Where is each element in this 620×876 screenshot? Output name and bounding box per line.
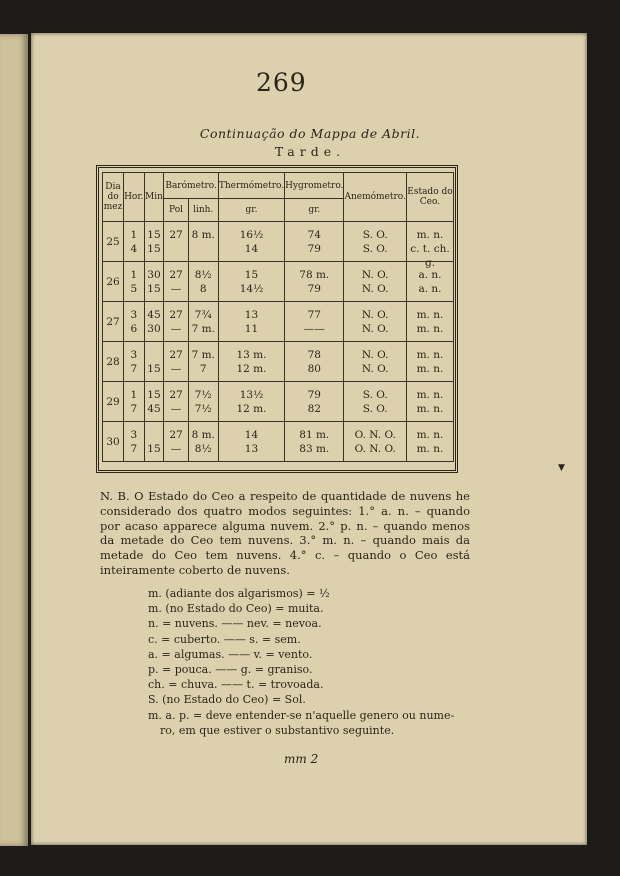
cell-min-line: 45 bbox=[147, 402, 161, 415]
cell-linh-line: 8 m. bbox=[191, 228, 215, 241]
cell-linh-line: 7 m. bbox=[191, 348, 215, 361]
cell-linh-line: 8 m. bbox=[191, 428, 215, 441]
table-row bbox=[103, 262, 454, 302]
header-thermo-unit: gr. bbox=[218, 199, 284, 222]
cell-hygro-line: 79 bbox=[307, 282, 321, 295]
cell-min bbox=[144, 382, 164, 422]
cell-pol-line: — bbox=[170, 442, 182, 455]
cell-linh bbox=[188, 302, 218, 342]
cell-hygro-line: 78 bbox=[307, 348, 321, 361]
cell-hygro bbox=[285, 302, 344, 342]
cell-pol-line: 27 bbox=[169, 348, 183, 361]
cell-hygro-line: 78 m. bbox=[299, 268, 330, 281]
cell-hygro bbox=[285, 422, 344, 462]
cell-min bbox=[144, 302, 164, 342]
cell-hor-line: 3 bbox=[130, 348, 138, 361]
cell-pol bbox=[164, 422, 188, 462]
cell-estado-line: a. n. bbox=[418, 268, 442, 281]
legend-line: m. (adiante dos algarismos) = ½ bbox=[148, 587, 330, 600]
cell-hygro-line: 77 bbox=[307, 308, 321, 321]
cell-hygro bbox=[285, 382, 344, 422]
cell-hygro-line: 79 bbox=[307, 242, 321, 255]
cell-min bbox=[144, 342, 164, 382]
cell-pol-line: 27 bbox=[169, 388, 183, 401]
cell-thermo-line: 12 m. bbox=[236, 362, 267, 375]
header-estado: Estado do Ceo. bbox=[406, 173, 453, 222]
cell-thermo-line: 11 bbox=[244, 322, 259, 335]
cell-min-line: 15 bbox=[147, 442, 161, 455]
cell-thermo-line: 12 m. bbox=[236, 402, 267, 415]
cell-estado-line: m. n. bbox=[416, 348, 444, 361]
cell-anemo bbox=[344, 382, 406, 422]
cell-min-line bbox=[145, 428, 164, 442]
header-pol: Pol bbox=[164, 199, 188, 222]
cell-dia: 29 bbox=[103, 382, 124, 422]
cell-estado bbox=[406, 302, 453, 342]
header-linh: linh. bbox=[188, 199, 218, 222]
cell-hor bbox=[124, 262, 144, 302]
header-min: Min bbox=[144, 173, 164, 222]
cell-min-line: 15 bbox=[147, 242, 161, 255]
cell-pol-line bbox=[164, 242, 187, 256]
margin-mark: ▼ bbox=[558, 463, 565, 473]
cell-hor-line: 6 bbox=[130, 322, 138, 335]
cell-hor bbox=[124, 342, 144, 382]
cell-min bbox=[144, 222, 164, 262]
subheading: Tarde. bbox=[274, 144, 346, 159]
cell-anemo bbox=[344, 222, 406, 262]
heading: Continuação do Mappa de Abril. bbox=[199, 126, 421, 141]
cell-anemo bbox=[344, 302, 406, 342]
cell-estado-line: m. n. bbox=[416, 428, 444, 441]
cell-hygro-line: 80 bbox=[307, 362, 321, 375]
cell-anemo bbox=[344, 422, 406, 462]
legend-line: ro, em que estiver o substantivo seguinte. bbox=[160, 723, 395, 737]
header-hygrometro: Hygrometro. bbox=[285, 173, 344, 199]
cell-anemo-line: S. O. bbox=[362, 388, 388, 401]
legend-line: p. = pouca. —— g. = graniso. bbox=[148, 663, 313, 677]
header-hor: Hor. bbox=[124, 173, 144, 222]
cell-anemo-line: N. O. bbox=[361, 268, 389, 281]
cell-anemo-line: O. N. O. bbox=[354, 428, 396, 441]
page-number: 269 bbox=[256, 68, 307, 97]
cell-min bbox=[144, 262, 164, 302]
cell-hygro bbox=[285, 262, 344, 302]
cell-linh-line: 7 m. bbox=[191, 322, 215, 335]
cell-dia: 28 bbox=[103, 342, 124, 382]
cell-min-line: 15 bbox=[147, 228, 161, 241]
cell-dia: 30 bbox=[103, 422, 124, 462]
cell-thermo-line: 13 bbox=[244, 308, 259, 321]
cell-hygro-line: 74 bbox=[307, 228, 321, 241]
cell-hor-line: 4 bbox=[130, 242, 138, 255]
cell-hygro bbox=[285, 342, 344, 382]
cell-pol-line: — bbox=[170, 402, 182, 415]
cell-linh-line: 7½ bbox=[194, 388, 212, 401]
cell-thermo-line: 14 bbox=[244, 242, 259, 255]
cell-dia: 27 bbox=[103, 302, 124, 342]
cell-estado-line: m. n. bbox=[416, 388, 444, 401]
cell-thermo bbox=[218, 302, 284, 342]
table-row bbox=[103, 222, 454, 262]
cell-anemo-line: N. O. bbox=[361, 362, 389, 375]
legend-line: c. = cuberto. —— s. = sem. bbox=[148, 632, 301, 646]
cell-linh-line bbox=[189, 242, 218, 256]
cell-anemo-line: O. N. O. bbox=[354, 442, 396, 455]
cell-hor-line: 7 bbox=[130, 402, 138, 415]
cell-thermo-line: 13 bbox=[244, 442, 259, 455]
cell-linh-line: 8½ bbox=[194, 442, 212, 455]
cell-hygro-line: 79 bbox=[307, 388, 321, 401]
cell-estado-line: m. n. bbox=[416, 228, 444, 241]
cell-min bbox=[144, 422, 164, 462]
legend-line: m. a. p. = deve entender-se n'aquelle genero ou nume- bbox=[148, 708, 455, 722]
cell-thermo-line: 15 bbox=[244, 268, 259, 281]
cell-thermo-line: 13 m. bbox=[236, 348, 267, 361]
cell-pol-line: 27 bbox=[169, 268, 183, 281]
cell-pol bbox=[164, 342, 188, 382]
cell-estado bbox=[406, 422, 453, 462]
header-dia: Dia do mez bbox=[103, 173, 124, 222]
signature-mark: mm 2 bbox=[284, 752, 319, 766]
cell-estado-line: m. n. bbox=[416, 308, 444, 321]
table-row bbox=[103, 302, 454, 342]
cell-min-line: 45 bbox=[147, 308, 161, 321]
cell-linh bbox=[188, 382, 218, 422]
cell-pol bbox=[164, 302, 188, 342]
cell-thermo bbox=[218, 222, 284, 262]
cell-hygro-line: 82 bbox=[307, 402, 321, 415]
cell-hor bbox=[124, 422, 144, 462]
cell-anemo-line: N. O. bbox=[361, 348, 389, 361]
cell-anemo-line: S. O. bbox=[362, 228, 388, 241]
cell-estado-line: m. n. bbox=[416, 322, 444, 335]
cell-thermo bbox=[218, 262, 284, 302]
cell-linh bbox=[188, 342, 218, 382]
cell-estado bbox=[406, 382, 453, 422]
cell-min-line: 15 bbox=[147, 362, 161, 375]
legend-line: n. = nuvens. —— nev. = nevoa. bbox=[148, 617, 322, 631]
cell-hygro-line: 83 m. bbox=[299, 442, 330, 455]
nb-paragraph: N. B. O Estado do Ceo a respeito de quantidade de nuvens he considerado dos quatro modos seguintes: 1.° a. n. – quando por acaso apparece alguma nuvem. 2.° p. n. – quando menos da metade do Ceo tem nuvens. 3.° m. n. – quando mais da metade do Ceo tem nuvens. 4.° c. – quando o Ceo está inteiramente coberto de nuvens. bbox=[100, 489, 470, 577]
cell-dia: 26 bbox=[103, 262, 124, 302]
cell-min-line: 30 bbox=[147, 322, 161, 335]
cell-pol bbox=[164, 262, 188, 302]
header-barometro: Barómetro. bbox=[164, 173, 218, 199]
cell-thermo bbox=[218, 382, 284, 422]
cell-pol-line: — bbox=[170, 362, 182, 375]
cell-hor-line: 3 bbox=[130, 308, 138, 321]
cell-hygro-line: 81 m. bbox=[299, 428, 330, 441]
cell-linh-line: 8½ bbox=[194, 268, 212, 281]
cell-estado bbox=[406, 262, 453, 302]
cell-linh bbox=[188, 262, 218, 302]
cell-min-line: 15 bbox=[147, 388, 161, 401]
cell-anemo bbox=[344, 342, 406, 382]
cell-anemo-line: S. O. bbox=[362, 402, 388, 415]
cell-hor bbox=[124, 302, 144, 342]
cell-estado-line: c. t. ch. g. bbox=[410, 242, 450, 269]
cell-pol-line: 27 bbox=[169, 308, 183, 321]
cell-anemo-line: N. O. bbox=[361, 308, 389, 321]
cell-estado bbox=[406, 222, 453, 269]
cell-pol bbox=[164, 382, 188, 422]
cell-pol-line: 27 bbox=[169, 428, 183, 441]
cell-pol-line: — bbox=[170, 322, 182, 335]
cell-estado-line: m. n. bbox=[416, 442, 444, 455]
header-anemometro: Anemómetro. bbox=[344, 173, 406, 222]
cell-min-line: 15 bbox=[147, 282, 161, 295]
legend-line: S. (no Estado do Ceo) = Sol. bbox=[148, 693, 306, 707]
cell-hor-line: 1 bbox=[130, 388, 138, 401]
cell-linh-line: 7 bbox=[199, 362, 207, 375]
cell-anemo-line: N. O. bbox=[361, 282, 389, 295]
table-row bbox=[103, 342, 454, 382]
cell-estado-line: a. n. bbox=[418, 282, 442, 295]
cell-thermo-line: 13½ bbox=[239, 388, 264, 401]
cell-thermo bbox=[218, 422, 284, 462]
cell-linh-line: 7½ bbox=[194, 402, 212, 415]
cell-estado bbox=[406, 342, 453, 382]
abbreviation-legend bbox=[148, 586, 454, 738]
cell-hor-line: 5 bbox=[130, 282, 138, 295]
weather-table bbox=[102, 172, 454, 462]
cell-linh bbox=[188, 222, 218, 262]
cell-thermo-line: 14 bbox=[244, 428, 259, 441]
cell-estado-line: m. n. bbox=[416, 402, 444, 415]
cell-hor-line: 1 bbox=[130, 228, 138, 241]
cell-hor-line: 7 bbox=[130, 362, 138, 375]
header-hygro-unit: gr. bbox=[285, 199, 344, 222]
cell-linh bbox=[188, 422, 218, 462]
cell-pol-line: — bbox=[170, 282, 182, 295]
cell-thermo bbox=[218, 342, 284, 382]
cell-min-line bbox=[145, 348, 164, 362]
cell-thermo-line: 16½ bbox=[239, 228, 264, 241]
cell-estado-line: m. n. bbox=[416, 362, 444, 375]
header-thermometro: Thermómetro. bbox=[218, 173, 284, 199]
cell-anemo-line: S. O. bbox=[362, 242, 388, 255]
cell-hygro bbox=[285, 222, 344, 262]
cell-dia: 25 bbox=[103, 222, 124, 262]
cell-pol-line: 27 bbox=[169, 228, 183, 241]
legend-line: ch. = chuva. —— t. = trovoada. bbox=[148, 678, 324, 692]
cell-hor bbox=[124, 382, 144, 422]
legend-line: a. = algumas. —— v. = vento. bbox=[148, 647, 313, 661]
cell-hor-line: 7 bbox=[130, 442, 138, 455]
cell-pol bbox=[164, 222, 188, 262]
cell-hor-line: 1 bbox=[130, 268, 138, 281]
cell-linh-line: 7¾ bbox=[194, 308, 212, 321]
cell-thermo-line: 14½ bbox=[239, 282, 264, 295]
cell-min-line: 30 bbox=[147, 268, 161, 281]
cell-hor-line: 3 bbox=[130, 428, 138, 441]
cell-anemo bbox=[344, 262, 406, 302]
table-row bbox=[103, 382, 454, 422]
table-row bbox=[103, 422, 454, 462]
cell-anemo-line: N. O. bbox=[361, 322, 389, 335]
cell-hygro-line: —— bbox=[303, 322, 325, 335]
cell-hor bbox=[124, 222, 144, 262]
cell-linh-line: 8 bbox=[199, 282, 207, 295]
legend-line: m. (no Estado do Ceo) = muita. bbox=[148, 602, 324, 616]
